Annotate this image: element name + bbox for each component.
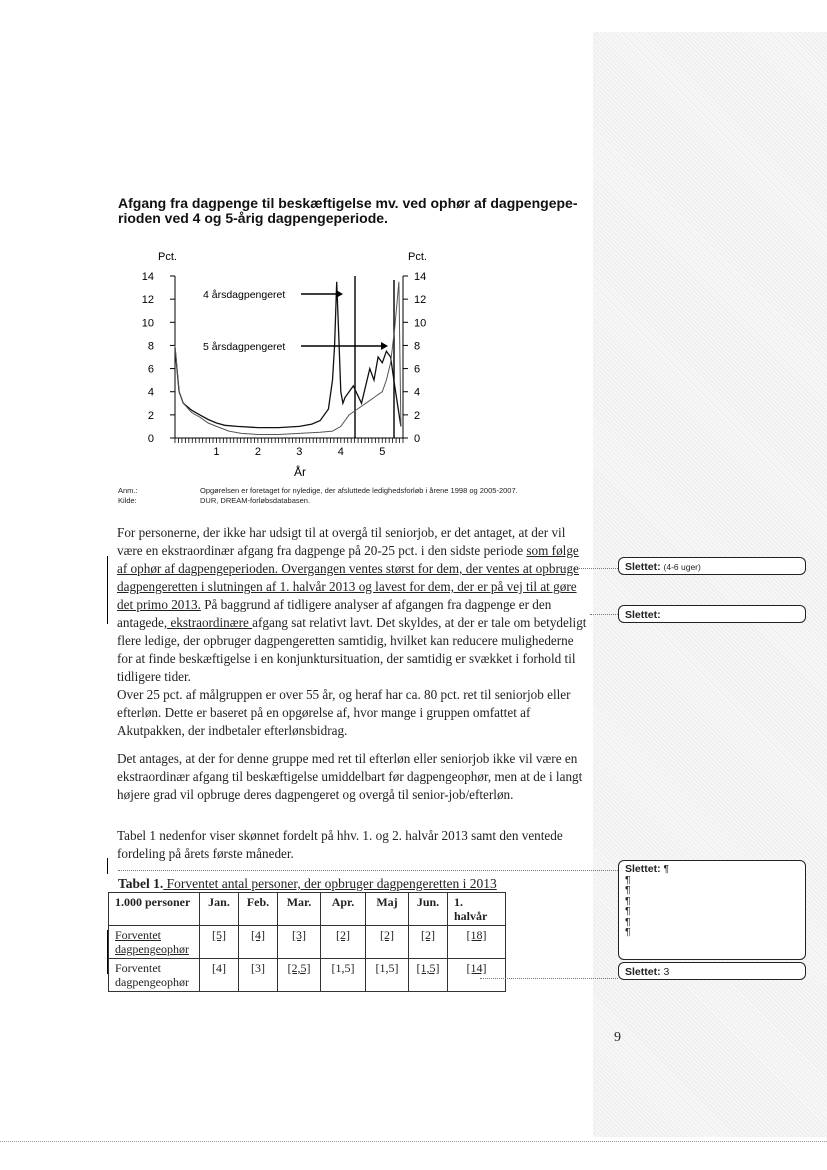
pilcrow-mark: ¶ xyxy=(625,894,631,907)
table-cell: [3] xyxy=(278,926,321,959)
table-cell: [4] xyxy=(200,959,239,992)
series-line-4-year xyxy=(175,282,401,428)
y-tick-label-left: 0 xyxy=(147,433,154,445)
comment-text: (4-6 uger) xyxy=(663,562,701,572)
y-tick-label-right: 2 xyxy=(414,409,421,422)
comment-deleted-4[interactable] xyxy=(618,962,806,980)
table-header-row xyxy=(109,893,506,926)
change-bar xyxy=(107,858,108,874)
table-cell: [2] xyxy=(321,926,366,959)
table-header-cell: Jan. xyxy=(200,893,239,926)
page-bottom-border xyxy=(0,1141,827,1142)
table-cell: [4] xyxy=(239,926,278,959)
arrow-4-year-head xyxy=(336,290,343,298)
paragraph-2: Over 25 pct. af målgruppen er over 55 år, og heraf har ca. 80 pct. ret til seniorjob eller efterløn. Dette er baseret på en opgørelse af, hvor mange i gruppen omfattet af Akutpakken, der indbetaler efterlønsbidrag. xyxy=(117,687,571,738)
y-tick-label-left: 10 xyxy=(141,317,154,330)
comment-deleted-1[interactable] xyxy=(618,557,806,575)
annotation-4-year: 4 årsdagpengeret xyxy=(203,289,286,301)
comment-label: Slettet: xyxy=(625,966,661,978)
comment-leader-1 xyxy=(560,568,618,569)
pilcrow-mark: ¶ xyxy=(625,873,631,886)
pilcrow-mark: ¶ xyxy=(625,915,631,928)
table-cell: [14] xyxy=(448,959,506,992)
pilcrow-mark: ¶ xyxy=(625,926,631,938)
table-header-cell: Jun. xyxy=(409,893,448,926)
annotation-5-year: 5 årsdagpengeret xyxy=(203,341,286,353)
x-tick-label: 4 xyxy=(337,446,344,458)
table-cell: Forventet dagpengeophør xyxy=(109,959,200,992)
forecast-table xyxy=(108,892,506,992)
y-tick-label-right: 0 xyxy=(414,433,421,445)
pilcrow-mark: ¶ xyxy=(625,905,631,917)
comment-leader-2 xyxy=(590,614,618,615)
y-tick-label-right: 14 xyxy=(414,271,427,283)
y-tick-label-left: 4 xyxy=(147,386,154,399)
table-header-cell: Maj xyxy=(366,893,409,926)
table-cell: [1,5] xyxy=(409,959,448,992)
x-axis-label: År xyxy=(294,465,306,479)
y-tick-label-left: 8 xyxy=(147,340,154,353)
note-anm-text: Opgørelsen er foretaget for nyledige, der afsluttede ledighedsforløb i årene 1998 og 2005-2007. xyxy=(200,486,518,495)
series-line-5-year xyxy=(175,282,401,435)
comment-leader-3 xyxy=(118,870,618,871)
note-anm-label: Anm.: xyxy=(118,486,138,495)
comment-deleted-3[interactable] xyxy=(618,860,806,960)
table-caption xyxy=(118,876,497,892)
comment-label: Slettet: xyxy=(625,561,661,573)
y-axis-left-label: Pct. xyxy=(158,251,177,263)
y-tick-label-right: 4 xyxy=(414,386,421,399)
comment-label: Slettet: xyxy=(625,609,661,621)
table-header-cell: Apr. xyxy=(321,893,366,926)
page-number: 9 xyxy=(614,1030,621,1045)
table-header-cell: 1.000 personer xyxy=(109,893,200,926)
y-axis-right-label: Pct. xyxy=(408,251,427,263)
table-row xyxy=(109,926,506,959)
pilcrow-mark: ¶ xyxy=(625,884,631,896)
line-chart xyxy=(118,240,438,485)
table-cell: [18] xyxy=(448,926,506,959)
comment-label: Slettet: xyxy=(625,863,661,875)
y-tick-label-left: 12 xyxy=(141,294,154,307)
comment-deleted-2[interactable] xyxy=(618,605,806,623)
paragraph-4: Tabel 1 nedenfor viser skønnet fordelt på hhv. 1. og 2. halvår 2013 samt den ventede fordeling på årets første måneder. xyxy=(117,828,563,861)
y-tick-label-right: 6 xyxy=(414,363,421,376)
paragraph-1-text-a: For personerne, der ikke har udsigt til at overgå til seniorjob, er det antaget, at der vil være en ekstraordinær afgang fra dagpenge på 20-25 pct. i den sidste periode xyxy=(117,525,566,558)
chart-notes xyxy=(118,486,518,506)
table-cell: Forventet dagpengeophør xyxy=(109,926,200,959)
y-tick-label-right: 12 xyxy=(414,294,427,307)
table-cell: [1,5] xyxy=(321,959,366,992)
comment-text: 3 xyxy=(663,966,670,978)
x-tick-label: 5 xyxy=(379,446,386,458)
change-bar xyxy=(107,556,108,624)
table-cell: [2,5] xyxy=(278,959,321,992)
table-cell: [3] xyxy=(239,959,278,992)
table-header-cell: Mar. xyxy=(278,893,321,926)
table-caption-title: Forventet antal personer, der opbruger dagpengeretten i 2013 xyxy=(163,876,497,891)
paragraph-1-text-e: afgang sat relativt lavt. Det skyldes, at der er tale om betydeligt flere ledige, der opbruger dagpengeretten samtidig, hvilket kan reducere mulighederne for at finde beskæftigelse i en konjunktursituation, der samtidig er svækket i forhold til tidligere tider. xyxy=(117,615,587,684)
table-cell: [1,5] xyxy=(366,959,409,992)
table-cell: [5] xyxy=(200,926,239,959)
comment-leader-4 xyxy=(480,978,618,979)
paragraph-3: Det antages, at der for denne gruppe med ret til efterløn eller seniorjob ikke vil være en ekstraordinær afgang til beskæftigelse umiddelbart før dagpengeophør, men at de i langt højere grad vil opbruge deres dagpengeret og overgå til senior-job/efterløn. xyxy=(117,751,583,802)
note-kilde-text: DUR, DREAM-forløbsdatabasen. xyxy=(200,496,311,505)
chart-heading: Afgang fra dagpenge til beskæftigelse mv. ved ophør af dagpengepe-rioden ved 4 og 5-årig dagpengeperiode. xyxy=(118,195,578,226)
paragraph-1 xyxy=(117,524,587,686)
table-cell: [2] xyxy=(366,926,409,959)
table-header-cell: Feb. xyxy=(239,893,278,926)
x-tick-label: 2 xyxy=(254,446,261,458)
y-tick-label-left: 6 xyxy=(147,363,154,376)
comment-text: ¶ xyxy=(663,863,670,875)
table-header-cell: 1. halvår xyxy=(448,893,506,926)
y-tick-label-left: 2 xyxy=(147,409,154,422)
table-cell: [2] xyxy=(409,926,448,959)
paragraph-1-inserted-text: som følge af ophør af dagpengeperioden. Overgangen ventes størst for dem, der ventes at opbruge dagpengeretten i slutningen af 1. halvår 2013 og lavest for dem, der er på vej til at gøre det primo 2013. xyxy=(117,543,579,612)
paragraph-1-text-c: På baggrund af tidligere analyser af afgangen fra dagpenge er den antagede xyxy=(117,597,552,630)
y-tick-label-right: 8 xyxy=(414,340,421,353)
y-tick-label-left: 14 xyxy=(141,271,154,283)
x-tick-label: 1 xyxy=(213,446,220,458)
y-tick-label-right: 10 xyxy=(414,317,427,330)
note-kilde-label: Kilde: xyxy=(118,496,137,505)
table-caption-label: Tabel 1. xyxy=(118,876,164,891)
arrow-5-year-head xyxy=(381,342,388,350)
x-tick-label: 3 xyxy=(296,446,303,458)
paragraph-1-inserted-text-2: , ekstraordinære xyxy=(163,615,253,630)
table-row xyxy=(109,959,506,992)
